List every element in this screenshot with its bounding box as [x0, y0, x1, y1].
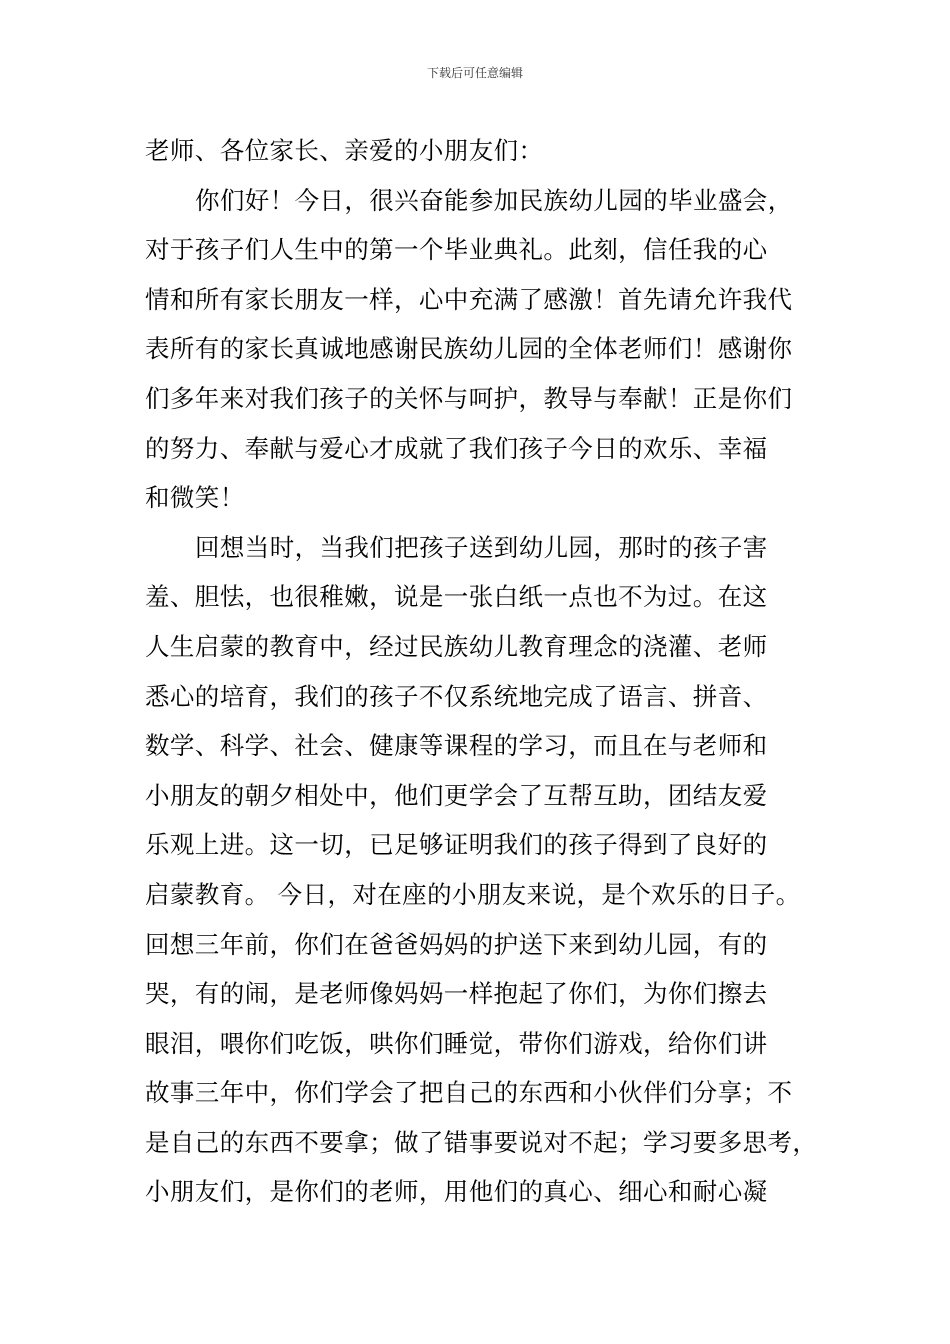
- text-line: 回想三年前，你们在爸爸妈妈的护送下来到幼儿园，有的: [145, 929, 768, 959]
- text-line: 对于孩子们人生中的第一个毕业典礼。此刻，信任我的心: [145, 235, 768, 265]
- text-line: 情和所有家长朋友一样，心中充满了感激！首先请允许我代: [145, 284, 793, 314]
- body-text: [145, 126, 825, 1217]
- text-line: 悉心的培育，我们的孩子不仅系统地完成了语言、拼音、: [145, 681, 768, 711]
- text-line: 表所有的家长真诚地感谢民族幼儿园的全体老师们！感谢你: [145, 334, 793, 364]
- text-line: 羞、胆怯，也很稚嫩，说是一张白纸一点也不为过。在这: [145, 582, 768, 612]
- page-header: 下载后可任意编辑: [426, 66, 523, 80]
- text-line: 哭，有的闹，是老师像妈妈一样抱起了你们，为你们擦去: [145, 979, 768, 1009]
- text-line: 是自己的东西不要拿；做了错事要说对不起；学习要多思考，: [145, 1127, 818, 1157]
- salutation-line: 老师、各位家长、亲爱的小朋友们：: [145, 136, 544, 165]
- text-line: 人生启蒙的教育中，经过民族幼儿教育理念的浇灌、老师: [145, 631, 768, 661]
- text-line: 和微笑！: [145, 483, 245, 513]
- text-line: 你们好！今日，很兴奋能参加民族幼儿园的毕业盛会，: [195, 185, 793, 215]
- text-line: 的努力、奉献与爱心才成就了我们孩子今日的欢乐、幸福: [145, 433, 768, 463]
- text-line: 回想当时，当我们把孩子送到幼儿园，那时的孩子害: [195, 532, 768, 562]
- text-line: 乐观上进。这一切，已足够证明我们的孩子得到了良好的: [145, 830, 768, 860]
- text-line: 故事三年中，你们学会了把自己的东西和小伙伴们分享；不: [145, 1078, 793, 1108]
- text-line: 小朋友的朝夕相处中，他们更学会了互帮互助，团结友爱: [145, 780, 768, 810]
- text-line: 们多年来对我们孩子的关怀与呵护，教导与奉献！正是你们: [145, 383, 793, 413]
- text-line: 小朋友们，是你们的老师，用他们的真心、细心和耐心凝: [145, 1177, 768, 1207]
- text-line: 启蒙教育。 今日，对在座的小朋友来说，是个欢乐的日子。: [145, 879, 801, 909]
- text-line: 数学、科学、社会、健康等课程的学习，而且在与老师和: [145, 731, 768, 761]
- text-line: 眼泪，喂你们吃饭，哄你们睡觉，带你们游戏，给你们讲: [145, 1028, 768, 1058]
